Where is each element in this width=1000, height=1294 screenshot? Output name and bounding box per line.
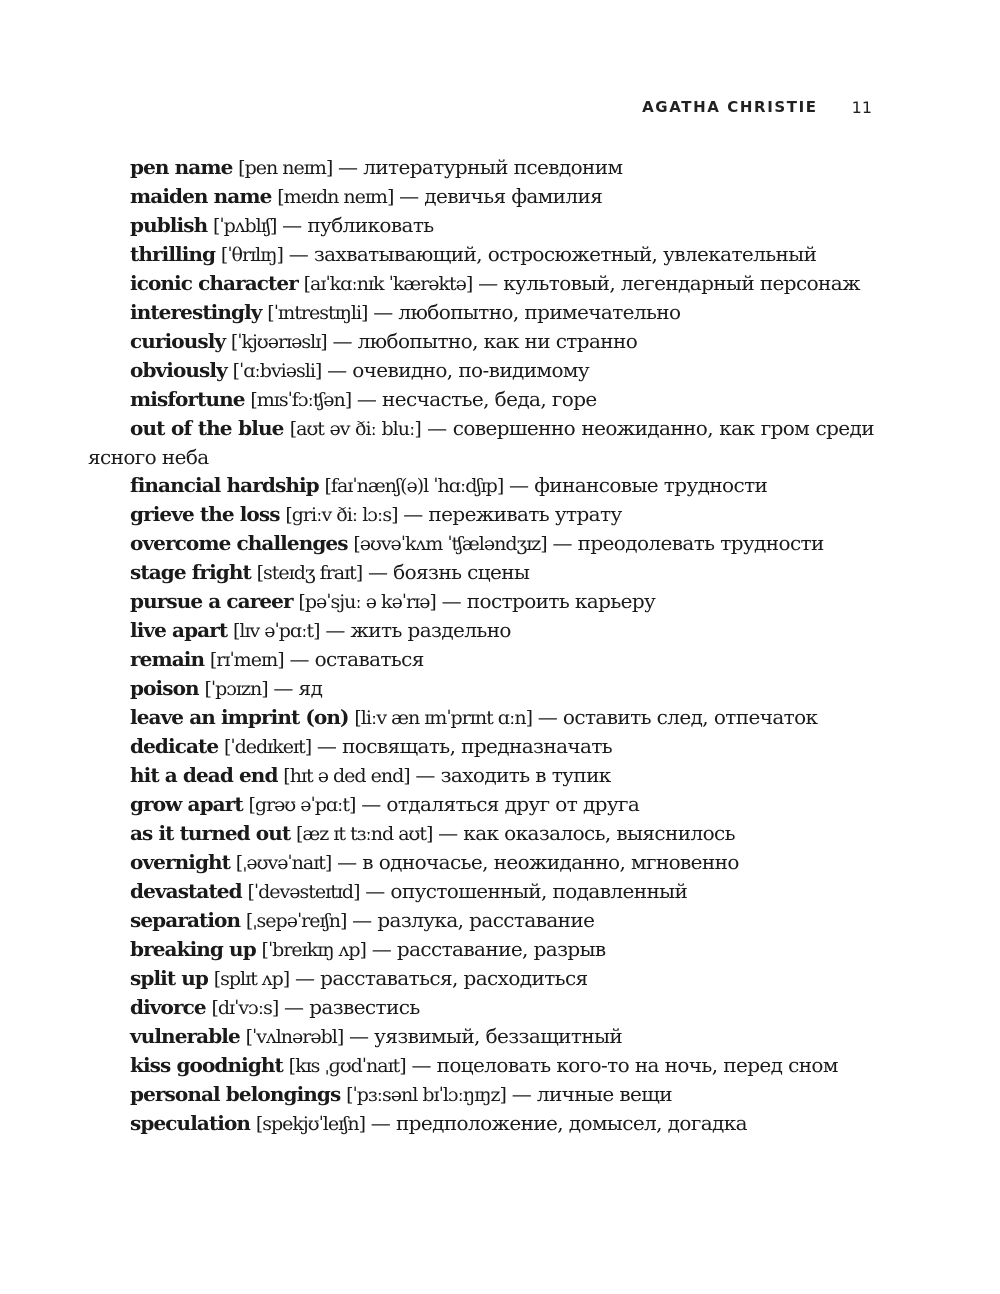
vocabulary-entry [88,645,874,674]
vocabulary-entry [88,240,874,269]
entry-translation: — предположение, домысел, догадка [370,1111,747,1135]
vocabulary-entry [88,848,874,877]
entry-transcription: [griːv ðiː lɔːs] [285,504,398,526]
entry-transcription: [faɪˈnænʃ(ə)l ˈhɑːdʃɪp] [324,475,504,497]
vocabulary-entry [88,1109,874,1138]
vocabulary-entry [88,906,874,935]
entry-translation: — личные вещи [511,1082,672,1106]
vocabulary-entry [88,1080,874,1109]
vocabulary-entry [88,529,874,558]
entry-transcription: [liːv æn ɪmˈprɪnt ɑːn] [354,707,532,729]
entry-term: grieve the loss [130,502,280,526]
entry-term: personal belongings [130,1082,341,1106]
entry-term: hit a dead end [130,763,278,787]
entry-translation: — развестись [284,995,420,1019]
entry-transcription: [lɪv əˈpɑːt] [232,620,320,642]
entry-transcription: [spekjʊˈleɪʃn] [255,1113,366,1135]
vocabulary-entry [88,211,874,240]
entry-translation: — жить раздельно [325,618,511,642]
entry-translation: — уязвимый, беззащитный [349,1024,623,1048]
entry-translation: — очевидно, по-видимому [327,358,590,382]
entry-translation: — публиковать [282,213,434,237]
entry-translation: — финансовые трудности [509,473,768,497]
entry-term: pen name [130,155,233,179]
entry-translation: — захватывающий, остросюжетный, увлекательный [288,242,817,266]
vocabulary-entry [88,790,874,819]
entry-transcription: [ˈdedɪkeɪt] [223,736,312,758]
entry-translation: — яд [273,676,323,700]
entry-transcription: [pen neɪm] [238,157,333,179]
entry-transcription: [steɪdʒ fraɪt] [256,562,363,584]
vocabulary-entry [88,674,874,703]
entry-term: financial hardship [130,473,319,497]
running-head [642,94,872,120]
entry-translation: — совершенно неожиданно, как гром среди ясного неба [88,416,874,469]
entry-translation: — любопытно, примечательно [373,300,681,324]
running-head-author: AGATHA CHRISTIE [642,98,818,116]
vocabulary-entry [88,1051,874,1080]
entry-term: out of the blue [130,416,284,440]
vocabulary-entry [88,587,874,616]
entry-translation: — девичья фамилия [399,184,603,208]
entry-translation: — поцеловать кого-то на ночь, перед сном [411,1053,838,1077]
entry-term: dedicate [130,734,219,758]
entry-transcription: [ˈdevəsteɪtɪd] [247,881,360,903]
page-number: 11 [851,97,872,117]
entry-term: stage fright [130,560,251,584]
vocabulary-entry [88,558,874,587]
entry-transcription: [meɪdn neɪm] [277,186,394,208]
vocabulary-entry [88,298,874,327]
entry-translation: — построить карьеру [441,589,656,613]
vocabulary-entry [88,616,874,645]
entry-translation: — литературный псевдоним [338,155,623,179]
entry-term: obviously [130,358,227,382]
entry-term: remain [130,647,205,671]
entry-transcription: [æz ɪt tɜːnd aʊt] [296,823,433,845]
entry-translation: — расставание, разрыв [371,937,606,961]
vocabulary-entry [88,1022,874,1051]
vocabulary-entry [88,761,874,790]
entry-term: poison [130,676,199,700]
entry-transcription: [mɪsˈfɔːʧən] [250,389,352,411]
entry-transcription: [rɪˈmeɪn] [209,649,284,671]
vocabulary-entry [88,964,874,993]
entry-term: divorce [130,995,206,1019]
entry-translation: — отдаляться друг от друга [361,792,640,816]
entry-transcription: [ˌsepəˈreɪʃn] [245,910,347,932]
entry-translation: — в одночасье, неожиданно, мгновенно [337,850,739,874]
entry-translation: — заходить в тупик [415,763,611,787]
entry-term: pursue a career [130,589,293,613]
entry-translation: — боязнь сцены [368,560,530,584]
entry-translation: — разлука, расставание [352,908,595,932]
entry-term: interestingly [130,300,262,324]
entry-translation: — как оказалось, выяснилось [438,821,735,845]
entry-transcription: [ˈvʌlnərəbl] [245,1026,344,1048]
vocabulary-entry [88,182,874,211]
entry-transcription: [ˈpʌblɪʃ] [212,215,277,237]
entry-term: maiden name [130,184,272,208]
vocabulary-entry [88,327,874,356]
entry-term: misfortune [130,387,245,411]
entry-term: split up [130,966,208,990]
entry-term: separation [130,908,241,932]
entry-transcription: [dɪˈvɔːs] [211,997,279,1019]
vocabulary-entry [88,877,874,906]
entry-term: breaking up [130,937,256,961]
vocabulary-entry [88,732,874,761]
entry-term: as it turned out [130,821,291,845]
entry-transcription: [ˈbreɪkɪŋ ʌp] [261,939,366,961]
entry-term: grow apart [130,792,243,816]
entry-term: thrilling [130,242,216,266]
entry-term: iconic character [130,271,298,295]
entry-translation: — опустошенный, подавленный [365,879,688,903]
entry-transcription: [aɪˈkɑːnɪk ˈkærəktə] [303,273,473,295]
vocabulary-entry [88,500,874,529]
entry-translation: — переживать утрату [403,502,622,526]
entry-transcription: [splɪt ʌp] [213,968,290,990]
entry-transcription: [ˈpɔɪzn] [204,678,268,700]
entry-transcription: [ˈθrɪlɪŋ] [220,244,283,266]
vocabulary-entry [88,471,874,500]
entry-term: kiss goodnight [130,1053,283,1077]
vocabulary-entry [88,993,874,1022]
entry-term: overnight [130,850,231,874]
vocabulary-entry [88,269,874,298]
entry-translation: — несчастье, беда, горе [356,387,597,411]
entry-transcription: [hɪt ə ded end] [283,765,410,787]
vocabulary-entry [88,153,874,182]
entry-term: curiously [130,329,226,353]
entry-translation: — оставить след, отпечаток [537,705,818,729]
entry-transcription: [aʊt əv ðiː bluː] [289,418,421,440]
entry-translation: — культовый, легендарный персонаж [478,271,860,295]
entry-term: overcome challenges [130,531,348,555]
entry-term: vulnerable [130,1024,240,1048]
entry-transcription: [pəˈsjuː ə kəˈrɪə] [298,591,436,613]
vocabulary-entry [88,385,874,414]
entry-transcription: [ˈpɜːsənl bɪˈlɔːŋɪŋz] [346,1084,506,1106]
entry-transcription: [əʊvəˈkʌm ˈʧæləndʒɪz] [353,533,547,555]
entry-term: publish [130,213,208,237]
entry-translation: — оставаться [289,647,424,671]
vocabulary-entry [88,356,874,385]
vocabulary-entry [88,414,874,471]
entry-term: live apart [130,618,228,642]
entry-translation: — расставаться, расходиться [294,966,588,990]
entry-translation: — посвящать, предназначать [316,734,613,758]
vocabulary-entry [88,935,874,964]
vocabulary-entry [88,819,874,848]
entry-translation: — преодолевать трудности [552,531,824,555]
entry-transcription: [ˈɪntrestɪŋli] [267,302,368,324]
vocabulary-entry [88,703,874,732]
entry-transcription: [ˈɑːbviəsli] [232,360,322,382]
entry-transcription: [ˌəʊvəˈnaɪt] [235,852,332,874]
entry-transcription: [grəʊ əˈpɑːt] [248,794,356,816]
entry-transcription: [kɪs ˌɡʊdˈnaɪt] [288,1055,406,1077]
entry-term: speculation [130,1111,251,1135]
entry-translation: — любопытно, как ни странно [332,329,638,353]
entry-transcription: [ˈkjʊərɪəslɪ] [230,331,327,353]
entry-term: leave an imprint (on) [130,705,349,729]
vocabulary-list [88,153,874,1138]
entry-term: devastated [130,879,242,903]
